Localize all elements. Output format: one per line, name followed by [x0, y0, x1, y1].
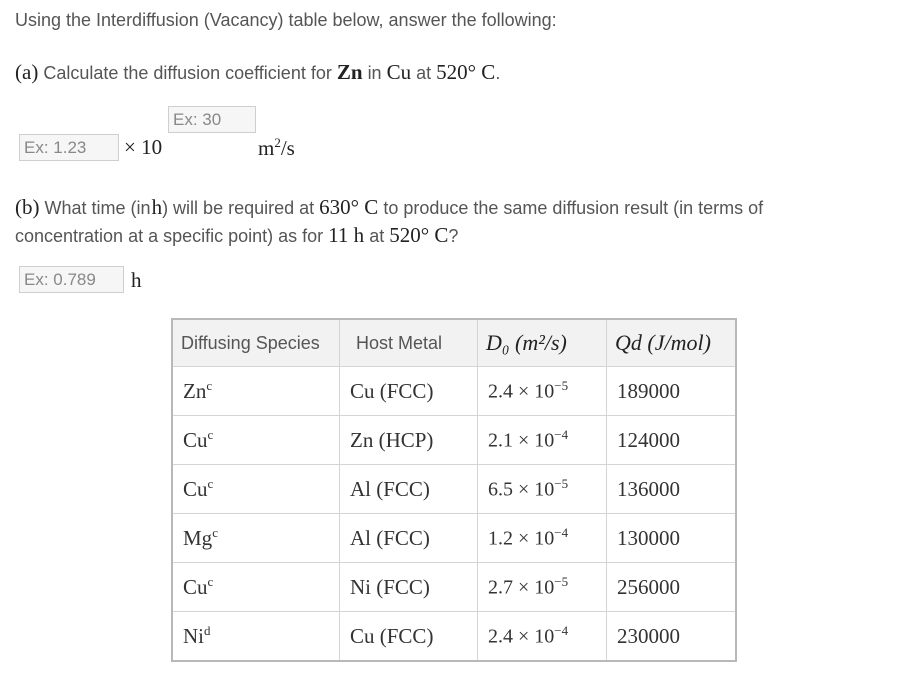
diffusion-table [171, 318, 737, 662]
cell-qd: 230000 [607, 612, 737, 662]
unit-base: m [258, 136, 275, 160]
cell-d0 [478, 514, 607, 563]
species-name: Cu [183, 575, 208, 599]
part-b-at: at [369, 226, 385, 246]
cell-host: Al (FCC) [340, 514, 478, 563]
cell-d0 [478, 612, 607, 662]
unit-pow: 2 [274, 135, 281, 150]
cell-host: Ni (FCC) [340, 563, 478, 612]
cell-qd: 256000 [607, 563, 737, 612]
d0-mantissa: 6.5 × 10 [488, 478, 555, 501]
species-footnote: d [204, 623, 211, 638]
exponent-input[interactable]: Ex: 30 [168, 106, 256, 133]
part-b-q: ? [448, 226, 459, 246]
part-a-host: Cu [386, 60, 412, 84]
cell-species [172, 514, 340, 563]
table-row [172, 612, 736, 662]
cell-d0 [478, 465, 607, 514]
part-a-species: Zn [336, 60, 363, 84]
cell-d0 [478, 367, 607, 416]
part-b-temp1: 630° C [319, 195, 379, 219]
time-answer-input[interactable]: Ex: 0.789 [19, 266, 124, 293]
part-a-temp: 520° C [436, 60, 496, 84]
unit-label [258, 135, 295, 161]
mantissa-input[interactable]: Ex: 1.23 [19, 134, 119, 161]
d0-exponent: −4 [554, 623, 569, 639]
header-qd: Qd (J/mol) [607, 319, 737, 367]
cell-host: Zn (HCP) [340, 416, 478, 465]
part-b-temp2: 520° C [389, 223, 449, 247]
cell-species [172, 416, 340, 465]
species-name: Cu [183, 428, 208, 452]
part-b-text2: ) will be required at [162, 198, 315, 218]
d0-exponent: −4 [554, 427, 569, 443]
d0-mantissa: 2.4 × 10 [488, 625, 555, 648]
unit-rest: /s [280, 136, 295, 160]
part-a-question [15, 60, 500, 85]
species-name: Mg [183, 526, 213, 550]
cell-qd: 130000 [607, 514, 737, 563]
table-row [172, 563, 736, 612]
part-b-h: h [151, 195, 163, 219]
header-species: Diffusing Species [172, 319, 340, 367]
table-header-row [172, 319, 736, 367]
species-footnote: c [207, 476, 214, 491]
part-a-at: at [416, 63, 432, 83]
d0-exponent: −5 [554, 476, 569, 492]
intro-text: Using the Interdiffusion (Vacancy) table below, answer the following: [15, 10, 557, 30]
header-d0: D₀ (m²/s) [478, 319, 607, 367]
cell-qd: 189000 [607, 367, 737, 416]
header-host: Host Metal [340, 319, 478, 367]
cell-species [172, 367, 340, 416]
cell-d0 [478, 416, 607, 465]
times-ten: × 10 [124, 135, 163, 159]
d0-exponent: −5 [554, 574, 569, 590]
cell-host: Cu (FCC) [340, 612, 478, 662]
part-b-line1 [15, 195, 763, 220]
d0-exponent: −5 [554, 378, 569, 394]
table-row [172, 465, 736, 514]
answer-unit: h [131, 268, 142, 292]
cell-qd: 136000 [607, 465, 737, 514]
cell-species [172, 612, 340, 662]
species-name: Cu [183, 477, 208, 501]
d0-mantissa: 2.4 × 10 [488, 380, 555, 403]
cell-host: Cu (FCC) [340, 367, 478, 416]
part-a-period: . [495, 63, 501, 83]
cell-host: Al (FCC) [340, 465, 478, 514]
cell-d0 [478, 563, 607, 612]
species-footnote: c [207, 574, 214, 589]
cell-species [172, 563, 340, 612]
species-name: Zn [183, 379, 207, 403]
part-b-line2 [15, 223, 458, 248]
d0-mantissa: 2.1 × 10 [488, 429, 555, 452]
part-b-text3: to produce the same diffusion result (in terms of [383, 198, 764, 218]
d0-exponent: −4 [554, 525, 569, 541]
table-row [172, 367, 736, 416]
part-a-text: Calculate the diffusion coefficient for [43, 63, 332, 83]
cell-qd: 124000 [607, 416, 737, 465]
d0-mantissa: 1.2 × 10 [488, 527, 555, 550]
part-b-text4: concentration at a specific point) as for [15, 226, 324, 246]
part-a-in: in [367, 63, 382, 83]
part-b-time: 11 h [328, 223, 365, 247]
species-footnote: c [212, 525, 218, 540]
table-row [172, 416, 736, 465]
part-b-text1: What time (in [44, 198, 151, 218]
part-a-label: (a) [15, 60, 39, 84]
species-footnote: c [207, 427, 214, 442]
cell-species [172, 465, 340, 514]
species-name: Ni [183, 624, 204, 648]
table-row [172, 514, 736, 563]
species-footnote: c [206, 378, 213, 393]
part-b-label: (b) [15, 195, 40, 219]
d0-mantissa: 2.7 × 10 [488, 576, 555, 599]
